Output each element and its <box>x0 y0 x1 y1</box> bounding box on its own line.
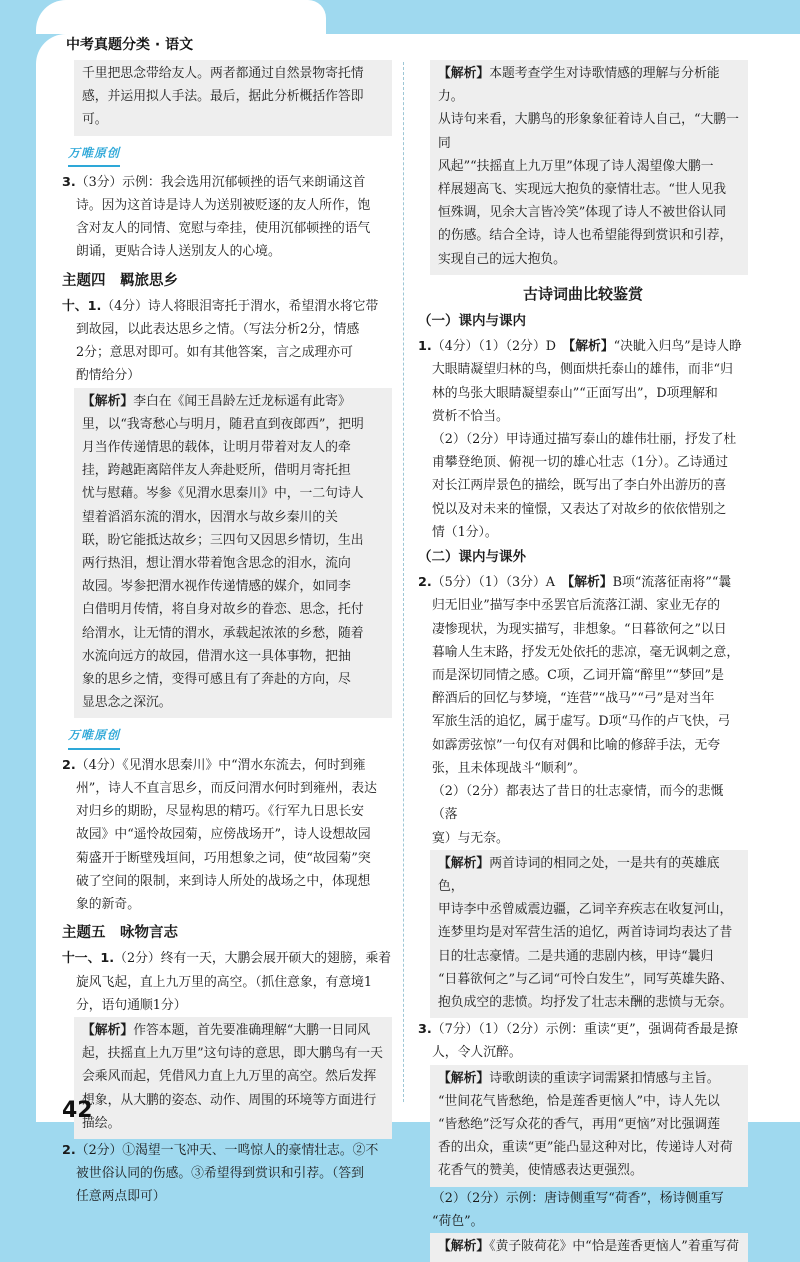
text-line: “世间花气皆愁绝，恰是莲香更恼人”中，诗人先以 <box>438 1093 720 1109</box>
text-line: 任意两点即可） <box>76 1189 166 1205</box>
text-line: 林的鸟张大眼睛凝望泰山”“正面写出”，D项理解和 <box>432 385 718 401</box>
text-line: （2）（2分）示例：唐诗侧重写“荷香”，杨诗侧重写 <box>432 1190 724 1206</box>
text-line: 给渭水，让无情的渭水，承载起浓浓的乡愁，随着 <box>82 625 364 641</box>
text-line: 实现自己的远大抱负。 <box>438 251 566 267</box>
header-tab <box>36 0 326 34</box>
text-line: （4分）《见渭水思秦川》中“渭水东流去，何时到雍 <box>75 757 366 773</box>
text-line: “决眦入归鸟”是诗人睁 <box>613 339 742 355</box>
text-line: 破了空间的限制，来到诗人所处的战场之中，体现想 <box>76 873 371 889</box>
text-line: 会乘风而起，凭借风力直上九万里的高空。然后发挥 <box>82 1069 377 1085</box>
text-line: 悦以及对未来的憧憬，又表达了对故乡的依依惜别之 <box>432 501 727 517</box>
text-line: 故园》中“遥怜故园菊，应傍战场开”，诗人设想故园 <box>76 827 371 843</box>
analysis-tag: 【解析】 <box>438 855 490 871</box>
text-line: 风起”“扶摇直上九万里”体现了诗人渴望像大鹏一 <box>438 158 714 174</box>
text-line: 暮喻人生末路，抒发无处依托的悲凉，毫无讽刺之意， <box>432 644 740 660</box>
answer-q3-2 <box>418 1187 748 1233</box>
text-line: 酌情给分） <box>76 368 140 384</box>
question-number: 2. <box>418 575 432 591</box>
text-line: 对长江两岸景色的描绘，既写出了李白外出游历的喜 <box>432 478 727 494</box>
brand-mark: 万唯原创 <box>68 142 120 167</box>
text-line: 分，语句通顺1分） <box>76 997 187 1013</box>
text-line: 起，扶摇直上九万里”这句诗的意思，即大鹏鸟有一天 <box>82 1046 383 1062</box>
text-line: 而是深切同情之感。C项，乙词开篇“醉里”“梦回”是 <box>432 668 724 684</box>
answer-q11-1 <box>62 947 392 1017</box>
text-line: （4分）（1）（2分）D <box>431 339 569 355</box>
text-line: （5分）（1）（3分）A <box>431 575 568 591</box>
text-line: 从诗句来看，大鹏鸟的形象象征着诗人自己，“大鹏一同 <box>438 112 739 151</box>
analysis-tag: 【解析】 <box>438 66 490 81</box>
text-line: 州”，诗人不直言思乡，而反问渭水何时到雍州，表达 <box>76 780 377 796</box>
analysis-box <box>74 388 392 719</box>
answer-q2 <box>62 754 392 916</box>
text-line: 故园。岑参把渭水视作传递情感的媒介，如同李 <box>82 579 351 595</box>
left-column <box>62 60 392 1209</box>
text-line: 的伤感。结合全诗，诗人也希望能得到赏识和引荐， <box>438 228 733 244</box>
text-line: 对归乡的期盼，尽显构思的精巧。《行军九日思长安 <box>76 804 364 820</box>
text-line: 如霹雳弦惊”一句仅有对偶和比喻的修辞手法，无夸 <box>432 737 721 753</box>
answer-q3-right <box>418 1018 748 1064</box>
text-line: 作答本题，首先要准确理解“大鹏一日同风 <box>133 1022 371 1038</box>
text-line: （2分）终有一天，大鹏会展开硕大的翅膀，乘着 <box>114 951 392 967</box>
text-line: 样展翅高飞、实现远大抱负的豪情壮志。“世人见我 <box>438 182 727 198</box>
text-line: 忧与慰藉。岑参《见渭水思秦川》中，一二句诗人 <box>82 486 364 502</box>
question-number: 2. <box>62 1142 76 1158</box>
analysis-tag: 【解析】 <box>438 1238 490 1254</box>
answer-q2-right <box>418 571 748 849</box>
analysis-tag: 【解析】 <box>567 575 613 591</box>
text-line: 显思念之深沉。 <box>82 695 172 711</box>
analysis-box <box>74 60 392 136</box>
text-line: 人，令人沉醉。 <box>432 1045 522 1061</box>
text-line: 挂，跨越距离陪伴友人奔赴贬所，借明月寄托担 <box>82 463 351 479</box>
column-divider <box>403 62 404 1102</box>
text-line: “荷色”。 <box>432 1213 484 1229</box>
analysis-box <box>430 1233 748 1262</box>
text-line: 想象，从大鹏的姿态、动作、周围的环境等方面进行 <box>82 1092 377 1108</box>
text-line: 张，且未体现战斗“顺利”。 <box>432 760 586 776</box>
text-line: 甲诗李中丞曾威震边疆，乙词辛弃疾志在收复河山， <box>438 902 733 918</box>
answer-q10-1 <box>62 295 392 388</box>
text-line: 2分；意思对即可。如有其他答案，言之成理亦可 <box>76 345 353 361</box>
text-line: 两首诗词的相同之处，一是共有的英雄底色， <box>438 855 720 894</box>
text-line: 象的思乡之情，变得可感且有了奔赴的方向，尽 <box>82 672 351 688</box>
analysis-box <box>430 850 748 1018</box>
text-line: 感，并运用拟人手法。最后，据此分析概括作答即可。 <box>82 89 364 128</box>
question-number: 1. <box>418 339 432 355</box>
brand-mark: 万唯原创 <box>68 724 120 749</box>
text-line: 凄惨现状，为现实描写，非想象。“日暮欲何之”以日 <box>432 621 727 637</box>
text-line: 李白在《闻王昌龄左迁龙标遥有此寄》 <box>133 393 351 409</box>
question-number: 十一、1. <box>62 951 115 967</box>
text-line: 到故园，以此表达思乡之情。（写法分析2分，情感 <box>76 322 360 338</box>
text-line: 水流向远方的故园，借渭水这一具体事物，把抽 <box>82 648 351 664</box>
answer-q3 <box>62 171 392 264</box>
text-line: 香的出众，重读“更”能凸显这种对比，传递诗人对荷 <box>438 1140 733 1156</box>
text-line: 联，盼它能抵达故乡；三四句又因思乡情切，生出 <box>82 532 364 548</box>
text-line: （2）（2分）甲诗通过描写泰山的雄伟壮丽，抒发了杜 <box>432 432 737 448</box>
sub-title: （二）课内与课外 <box>418 549 526 566</box>
text-line: 连梦里均是对军营生活的追忆，两首诗词均表达了昔 <box>438 925 733 941</box>
analysis-tag: 【解析】 <box>438 1070 490 1086</box>
text-line: 甫攀登绝顶、俯视一切的雄心壮志（1分）。乙诗通过 <box>432 455 729 471</box>
analysis-tag: 【解析】 <box>568 339 614 355</box>
text-line: 大眼睛凝望归林的鸟，侧面烘托泰山的雄伟，而非“归 <box>432 362 733 378</box>
text-line: 情（1分）。 <box>432 524 498 540</box>
analysis-tag: 【解析】 <box>82 1022 134 1038</box>
text-line: （7分）（1）（2分）示例：重读“更”，强调荷香最是撩 <box>431 1022 739 1038</box>
text-line: 诗。因为这首诗是诗人为送别被贬逐的友人所作，饱 <box>76 198 371 214</box>
theme-heading: 主题五 咏物言志 <box>62 925 178 942</box>
question-number: 2. <box>62 757 76 773</box>
text-line: （2）（2分）都表达了昔日的壮志豪情，而今的悲慨（落 <box>432 784 724 823</box>
text-line: 朗诵，更贴合诗人送别友人的心境。 <box>76 244 281 260</box>
text-line: 醉酒后的回忆与梦境，“连营”“战马”“弓”是对当年 <box>432 691 715 707</box>
text-line: （3分）示例：我会选用沉郁顿挫的语气来朗诵这首 <box>75 174 366 190</box>
answer-q1 <box>418 335 748 544</box>
text-line: 月当作传递情思的载体，让明月带着对友人的牵 <box>82 440 351 456</box>
analysis-box <box>430 1065 748 1187</box>
text-line: 本题考查学生对诗歌情感的理解与分析能力。 <box>438 66 720 105</box>
text-line: 日的壮志豪情。二是共通的悲剧内核，甲诗“曩归 <box>438 948 714 964</box>
text-line: 白借明月传情，将自身对故乡的眷恋、思念，托付 <box>82 602 364 618</box>
section-title: 古诗词曲比较鉴赏 <box>522 284 643 303</box>
text-line: 旋风飞起，直上九万里的高空。（抓住意象，有意境1 <box>76 974 373 990</box>
page-header: 中考真题分类 · 语文 <box>66 37 194 53</box>
text-line: 抱负成空的悲愤。均抒发了壮志未酬的悲愤与无奈。 <box>438 994 733 1010</box>
text-line: （2分）①渴望一飞冲天、一鸣惊人的豪情壮志。②不 <box>75 1142 379 1158</box>
analysis-tag: 【解析】 <box>82 393 134 409</box>
text-line: 菊盛开于断壁残垣间，巧用想象之词，使“故园菊”突 <box>76 850 371 866</box>
text-line: 归无旧业”描写李中丞罢官后流落江湖、家业无存的 <box>432 598 721 614</box>
text-line: 花香气的赞美，使情感表达更强烈。 <box>438 1163 643 1179</box>
page-number: 42 <box>62 1098 93 1123</box>
sub-title: （一）课内与课内 <box>418 313 526 330</box>
text-line: 两行热泪，想让渭水带着饱含思念的泪水，流向 <box>82 556 351 572</box>
theme-heading: 主题四 羁旅思乡 <box>62 272 178 289</box>
text-line: 含对友人的同情、宽慰与牵挂，使用沉郁顿挫的语气 <box>76 221 371 237</box>
text-line: 《黄子陂荷花》中“恰是莲香更恼人”着重写荷 <box>489 1238 740 1254</box>
analysis-box <box>430 60 748 275</box>
question-number: 3. <box>418 1022 432 1038</box>
question-number: 3. <box>62 174 76 190</box>
text-line: 诗歌朗读的重读字词需紧扣情感与主旨。 <box>489 1070 720 1086</box>
answer-q11-2 <box>62 1139 392 1209</box>
analysis-box <box>74 1017 392 1139</box>
text-line: “皆愁绝”泛写众花的香气，再用“更恼”对比强调莲 <box>438 1116 721 1132</box>
text-line: 被世俗认同的伤感。③希望得到赏识和引荐。（答到 <box>76 1166 364 1182</box>
text-line: “日暮欲何之”与乙词“可怜白发生”，同写英雄失路、 <box>438 971 733 987</box>
question-number: 十、1. <box>62 298 102 314</box>
text-line: 描绘。 <box>82 1115 121 1131</box>
text-line: 寞）与无奈。 <box>432 830 509 846</box>
right-column <box>418 60 748 1262</box>
text-line: 军旅生活的追忆，属于虚写。D项“马作的卢飞快，弓 <box>432 714 731 730</box>
text-line: 恒殊调，见余大言皆冷笑”体现了诗人不被世俗认同 <box>438 205 727 221</box>
text-line: B项“流落征南将”“曩 <box>612 575 732 591</box>
text-line: 千里把思念带给友人。两者都通过自然景物寄托情 <box>82 66 364 81</box>
text-line: 象的新奇。 <box>76 896 140 912</box>
text-line: 望着滔滔东流的渭水，因渭水与故乡秦川的关 <box>82 509 338 525</box>
text-line: 里，以“我寄愁心与明月，随君直到夜郎西”，把明 <box>82 416 364 432</box>
text-line: 赏析不恰当。 <box>432 408 509 424</box>
text-line: （4分）诗人将眼泪寄托于渭水，希望渭水将它带 <box>101 298 379 314</box>
